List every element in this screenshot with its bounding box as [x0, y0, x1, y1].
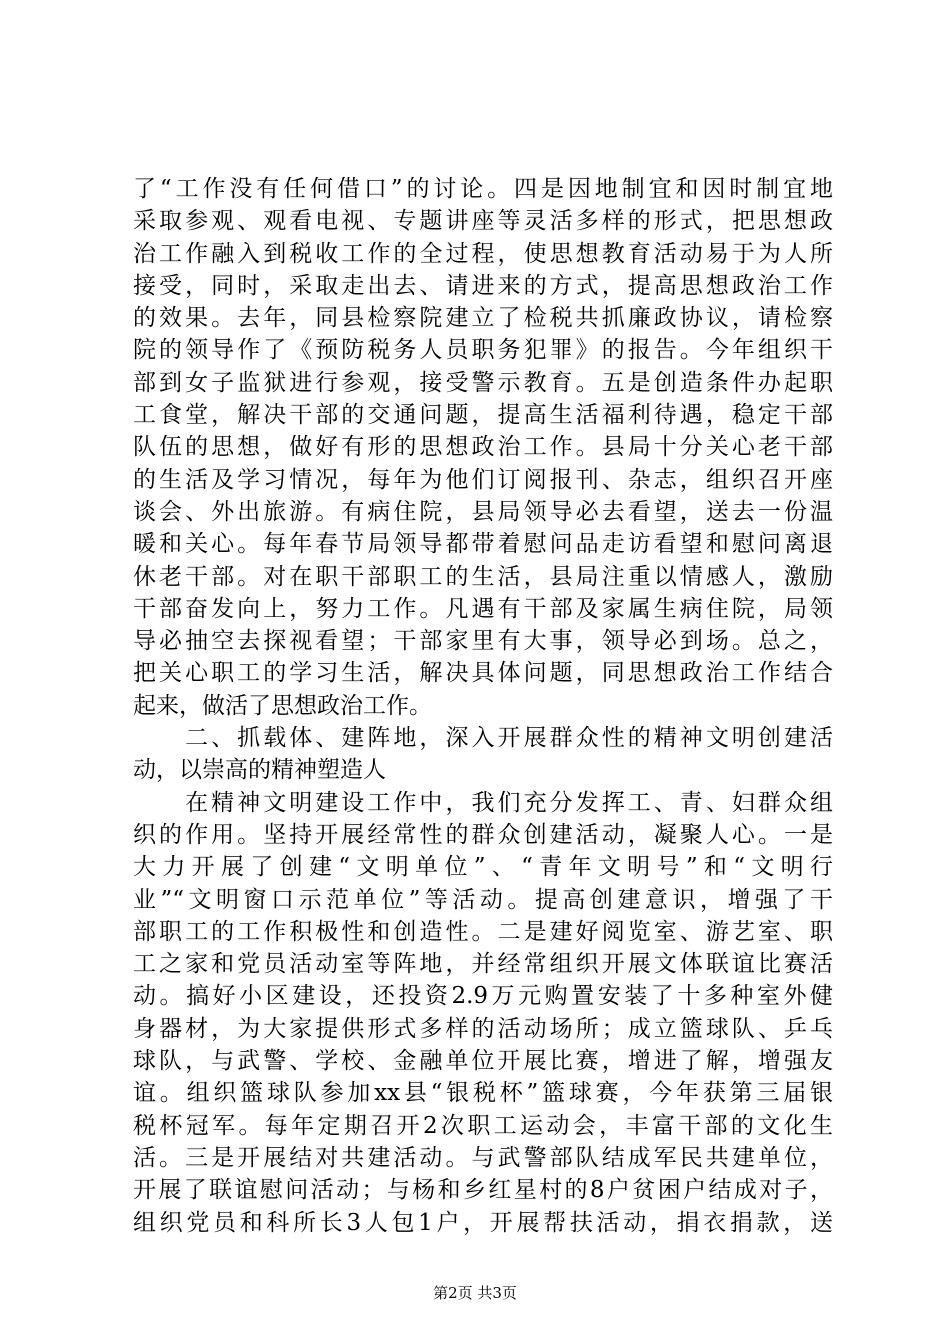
text-line: 工食堂，解决干部的交通问题，提高生活福利待遇，稳定干部 — [133, 402, 833, 429]
text-line: 院的领导作了《预防税务人员职务犯罪》的报告。今年组织干 — [133, 337, 833, 364]
text-line: 队伍的思想，做好有形的思想政治工作。县局十分关心老干部 — [133, 434, 833, 461]
text-line: 组织党员和科所长3人包1户，开展帮扶活动，捐衣捐款，送 — [133, 1209, 833, 1236]
section-heading-line-end: 动，以崇高的精神塑造人 — [133, 757, 386, 784]
text-line: 税杯冠军。每年定期召开2次职工运动会，丰富干部的文化生 — [133, 1112, 833, 1139]
text-line: 了“工作没有任何借口”的讨论。四是因地制宜和因时制宜地 — [133, 176, 833, 202]
text-line: 暖和关心。每年春节局领导都带着慰问品走访看望和慰问离退 — [133, 531, 833, 558]
text-line: 球队，与武警、学校、金融单位开展比赛，增进了解，增强友 — [133, 1048, 833, 1075]
document-body — [133, 173, 833, 1239]
text-line: 谊。组织篮球队参加xx县“银税杯”篮球赛，今年获第三届银 — [133, 1080, 833, 1107]
text-line: 部到女子监狱进行参观，接受警示教育。五是创造条件办起职 — [133, 369, 833, 396]
text-line: 织的作用。坚持开展经常性的群众创建活动，凝聚人心。一是 — [133, 821, 833, 848]
text-line: 在精神文明建设工作中，我们充分发挥工、青、妇群众组 — [133, 789, 833, 816]
page-number-footer: 第2页 共3页 — [433, 1284, 517, 1302]
text-line-paragraph-end: 起来，做活了思想政治工作。 — [133, 692, 432, 719]
text-line: 治工作融入到税收工作的全过程，使思想教育活动易于为人所 — [133, 240, 833, 267]
text-line: 的效果。去年，同县检察院建立了检税共抓廉政协议，请检察 — [133, 305, 833, 332]
text-line: 动。搞好小区建设，还投资2.9万元购置安装了十多种室外健 — [133, 983, 833, 1010]
text-line: 大力开展了创建“文明单位”、“青年文明号”和“文明行 — [133, 854, 833, 881]
text-line: 干部奋发向上，努力工作。凡遇有干部及家属生病住院，局领 — [133, 595, 833, 622]
text-line: 采取参观、观看电视、专题讲座等灵活多样的形式，把思想政 — [133, 208, 833, 235]
text-line: 工之家和党员活动室等阵地，并经常组织开展文体联谊比赛活 — [133, 951, 833, 978]
text-line: 身器材，为大家提供形式多样的活动场所；成立篮球队、乒乓 — [133, 1015, 833, 1042]
section-heading-line: 二、抓载体、建阵地，深入开展群众性的精神文明创建活 — [133, 725, 833, 752]
text-line: 开展了联谊慰问活动；与杨和乡红星村的8户贫困户结成对子， — [133, 1177, 833, 1204]
text-line: 的生活及学习情况，每年为他们订阅报刊、杂志，组织召开座 — [133, 466, 833, 493]
text-line: 谈会、外出旅游。有病住院，县局领导必去看望，送去一份温 — [133, 498, 833, 525]
text-line: 接受，同时，采取走出去、请进来的方式，提高思想政治工作 — [133, 272, 833, 299]
text-line: 活。三是开展结对共建活动。与武警部队结成军民共建单位， — [133, 1144, 833, 1171]
text-line: 把关心职工的学习生活，解决具体问题，同思想政治工作结合 — [133, 660, 833, 687]
text-line: 部职工的工作积极性和创造性。二是建好阅览室、游艺室、职 — [133, 918, 833, 945]
text-line: 休老干部。对在职干部职工的生活，县局注重以情感人，激励 — [133, 563, 833, 590]
text-line: 业”“文明窗口示范单位”等活动。提高创建意识，增强了干 — [133, 886, 833, 913]
text-line: 导必抽空去探视看望；干部家里有大事，领导必到场。总之， — [133, 628, 833, 655]
